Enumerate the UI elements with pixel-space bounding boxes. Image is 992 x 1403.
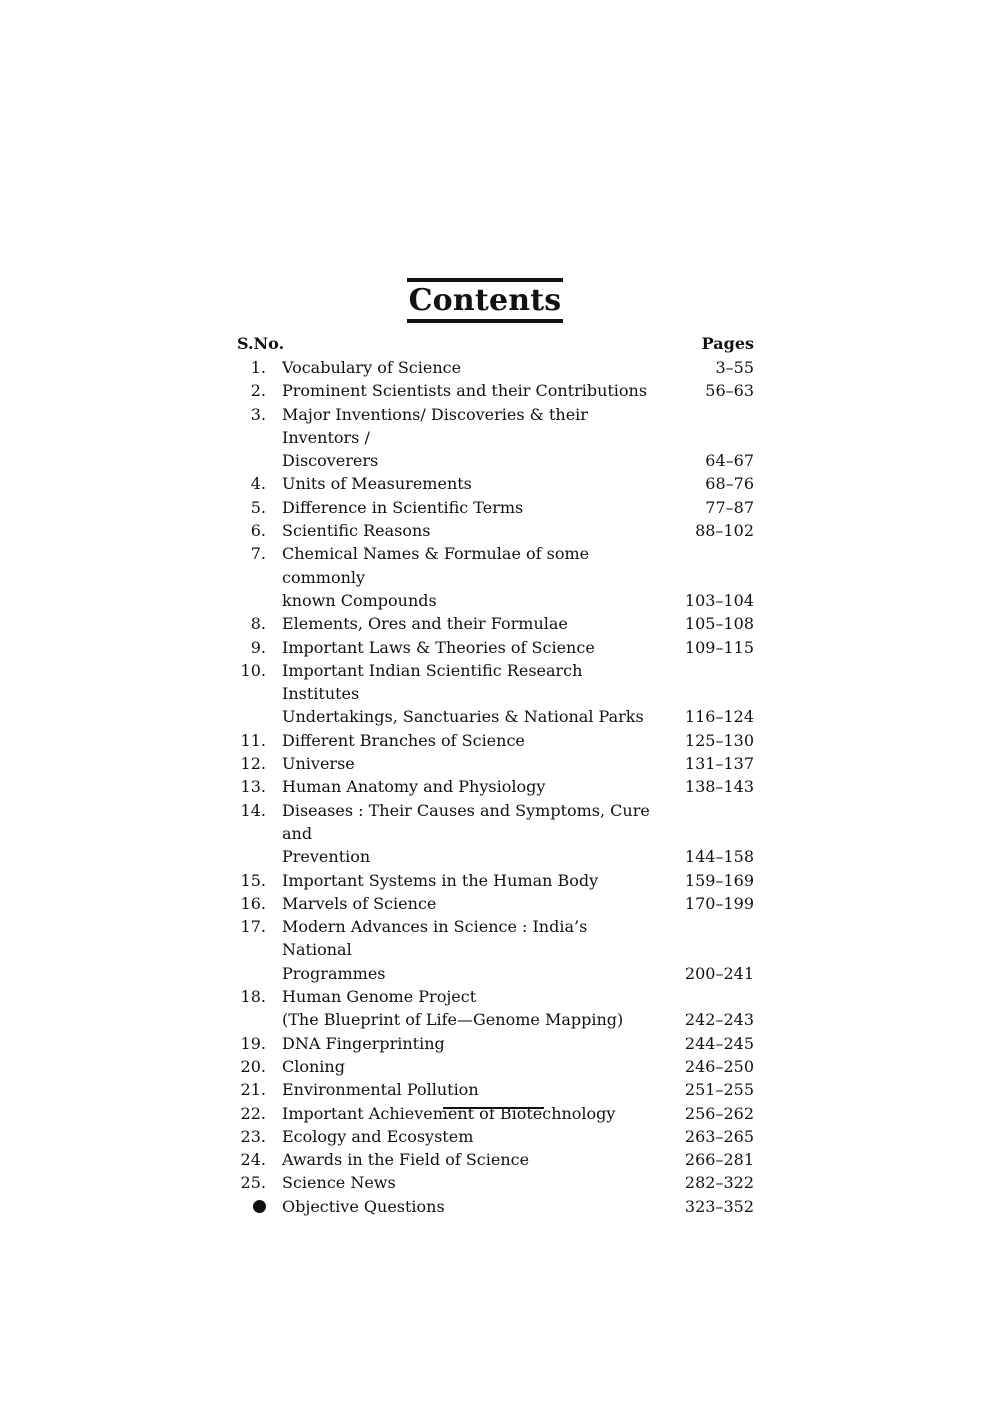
entry-pages: 68–76	[705, 474, 754, 494]
entry-pages: 263–265	[684, 1126, 754, 1146]
entry-pages: 116–124	[684, 707, 754, 727]
toc-entry	[237, 1125, 754, 1148]
toc-entry	[237, 1078, 754, 1101]
table-header	[237, 332, 754, 356]
entry-number: 22.	[240, 1103, 266, 1123]
entry-title: Different Branches of Science	[282, 730, 525, 750]
page-title: Contents	[407, 278, 564, 323]
entry-pages: 246–250	[684, 1056, 754, 1076]
entry-pages: 109–115	[684, 637, 754, 657]
entry-number: 10.	[240, 660, 266, 680]
entry-number: 11.	[240, 730, 266, 750]
toc-entry	[237, 636, 754, 659]
toc-entry	[237, 1171, 754, 1194]
toc-entry-bullet	[237, 1195, 754, 1218]
entry-number: 19.	[240, 1033, 266, 1053]
entry-number: 17.	[240, 917, 266, 937]
entry-title: Important Achievement of Biotechnology	[282, 1103, 616, 1123]
entry-title: Major Inventions/ Discoveries & their Inventors / Discoverers	[282, 404, 588, 471]
toc-entry	[237, 1102, 754, 1125]
entry-number: 4.	[250, 474, 266, 494]
toc-entry	[237, 496, 754, 519]
entry-number: 18.	[240, 987, 266, 1007]
toc-entry	[237, 892, 754, 915]
entry-number: 8.	[250, 614, 266, 634]
entry-number: 25.	[240, 1173, 266, 1193]
entry-title: Human Anatomy and Physiology	[282, 777, 546, 797]
toc-entry	[237, 379, 754, 402]
toc-entry	[237, 775, 754, 798]
entry-title: Important Laws & Theories of Science	[282, 637, 595, 657]
entry-number: 3.	[250, 404, 266, 424]
entry-number: 23.	[240, 1126, 266, 1146]
entry-number: 24.	[240, 1150, 266, 1170]
title-block	[0, 278, 970, 323]
entry-title: Cloning	[282, 1056, 345, 1076]
sno-header: S.No.	[237, 334, 285, 353]
entry-pages: 144–158	[684, 847, 754, 867]
entry-number: 20.	[240, 1056, 266, 1076]
entry-pages: 200–241	[684, 963, 754, 983]
entry-pages: 282–322	[684, 1173, 754, 1193]
entry-title: Elements, Ores and their Formulae	[282, 614, 568, 634]
entry-number: 13.	[240, 777, 266, 797]
entry-title: Important Indian Scientific Research Institutes Undertakings, Sanctuaries & National Parks	[282, 660, 644, 727]
entry-pages: 56–63	[705, 381, 754, 401]
entry-pages: 64–67	[705, 451, 754, 471]
entry-title: DNA Fingerprinting	[282, 1033, 445, 1053]
entry-pages: 170–199	[684, 893, 754, 913]
toc-entry	[237, 659, 754, 729]
toc-entry	[237, 752, 754, 775]
entry-pages: 251–255	[684, 1080, 754, 1100]
entry-number: 9.	[250, 637, 266, 657]
entry-number: 16.	[240, 893, 266, 913]
entry-pages: 159–169	[684, 870, 754, 890]
entry-number: 14.	[240, 800, 266, 820]
entry-pages: 256–262	[684, 1103, 754, 1123]
entry-title: Modern Advances in Science : India’s National Programmes	[282, 917, 588, 983]
toc-entry	[237, 729, 754, 752]
entry-title: Awards in the Field of Science	[282, 1150, 530, 1170]
toc-entry	[237, 472, 754, 495]
toc-entry	[237, 985, 754, 1032]
entry-number: 1.	[250, 358, 266, 377]
entry-pages: 138–143	[684, 777, 754, 797]
entry-pages: 103–104	[684, 590, 754, 610]
entry-title: Objective Questions	[282, 1196, 445, 1216]
entry-title: Marvels of Science	[282, 893, 437, 913]
entry-pages: 131–137	[684, 754, 754, 774]
entry-pages: 242–243	[684, 1010, 754, 1030]
entry-number: 2.	[250, 381, 266, 401]
entry-title: Universe	[282, 754, 355, 774]
entry-title: Difference in Scientific Terms	[282, 497, 524, 517]
contents-table	[237, 332, 754, 1218]
entry-title: Human Genome Project (The Blueprint of Life—Genome Mapping)	[282, 987, 624, 1030]
entry-title: Chemical Names & Formulae of some commonly known Compounds	[282, 544, 590, 610]
entry-number: 21.	[240, 1080, 266, 1100]
toc-entry	[237, 1055, 754, 1078]
entry-pages: 3–55	[715, 358, 754, 377]
entry-number: 5.	[250, 497, 266, 517]
entry-title: Units of Measurements	[282, 474, 472, 494]
entry-pages: 88–102	[695, 521, 754, 541]
entry-title: Ecology and Ecosystem	[282, 1126, 474, 1146]
end-divider	[443, 1107, 544, 1109]
toc-entry	[237, 869, 754, 892]
entry-pages: 266–281	[684, 1150, 754, 1170]
toc-entry	[237, 356, 754, 379]
entry-number: 6.	[250, 521, 266, 541]
toc-entry	[237, 1148, 754, 1171]
entry-number: 7.	[250, 544, 266, 564]
entry-title: Important Systems in the Human Body	[282, 870, 599, 890]
entry-title: Science News	[282, 1173, 396, 1193]
entry-title: Vocabulary of Science	[282, 358, 462, 377]
entry-pages: 323–352	[684, 1196, 754, 1216]
toc-entry	[237, 799, 754, 869]
entry-pages: 244–245	[684, 1033, 754, 1053]
toc-entry	[237, 519, 754, 542]
entry-number: 12.	[240, 754, 266, 774]
entry-title: Scientific Reasons	[282, 521, 431, 541]
pages-header: Pages	[701, 334, 754, 353]
entry-title: Diseases : Their Causes and Symptoms, Cure and Prevention	[282, 800, 650, 867]
toc-entry	[237, 1032, 754, 1055]
toc-entry	[237, 612, 754, 635]
toc-entry	[237, 403, 754, 473]
entry-title: Environmental Pollution	[282, 1080, 479, 1100]
entry-pages: 105–108	[684, 614, 754, 634]
entry-pages: 77–87	[705, 497, 754, 517]
toc-entry	[237, 542, 754, 612]
entry-pages: 125–130	[684, 730, 754, 750]
entry-title: Prominent Scientists and their Contributions	[282, 381, 648, 401]
toc-entry	[237, 915, 754, 985]
entry-number: 15.	[240, 870, 266, 890]
bullet-icon	[237, 1195, 266, 1218]
